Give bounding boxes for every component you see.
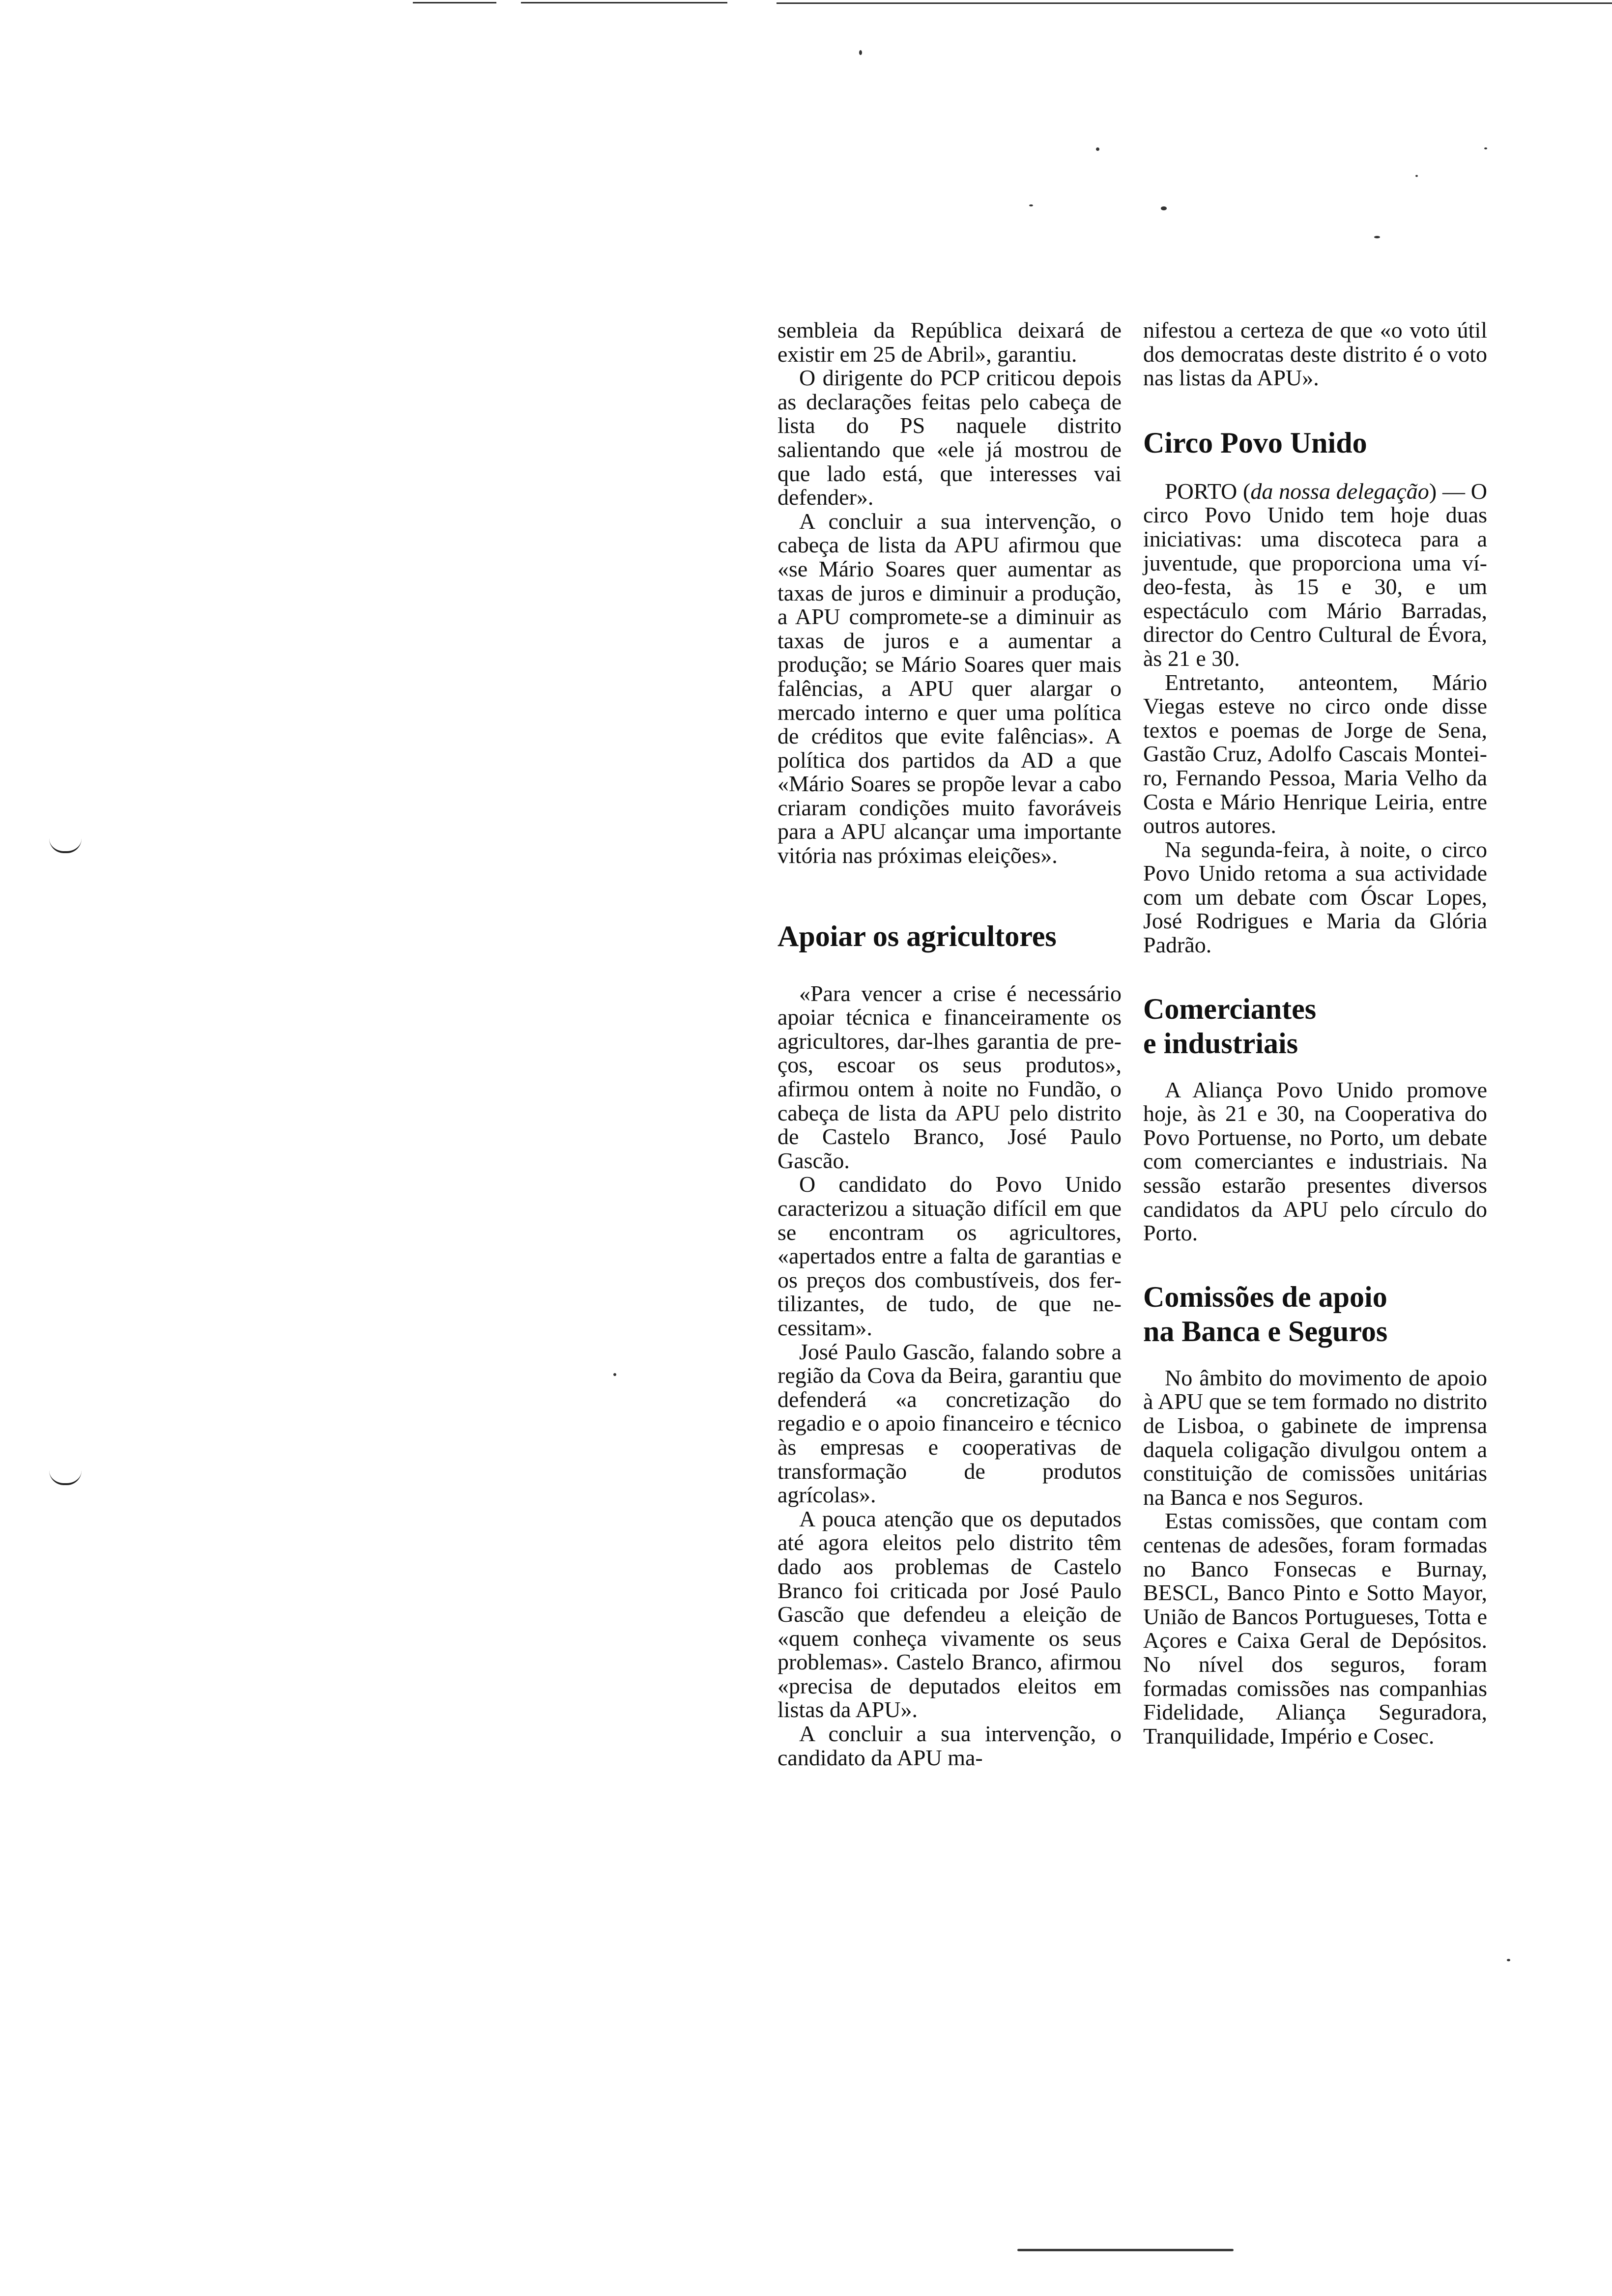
- article-paragraph: No âmbito do movimento de apoio à APU que se tem formado no distrito de Lisboa, o gabinete de imprensa daquela coligação divulgou ontem a constituição de comissões unitárias na Banca e nos Seguros.: [1143, 1365, 1487, 1510]
- top-scan-line-mid: [521, 2, 727, 3]
- section-heading-circo-povo-unido: Circo Povo Unido: [1143, 426, 1367, 459]
- scan-speck: [1161, 206, 1167, 210]
- scan-speck: [1507, 1959, 1510, 1961]
- article-paragraph: José Paulo Gascão, falando sobre a região da Cova da Beira, garantiu que defenderá «a concretização do regadio e o apoio financeiro e técnico às empresas e cooperativas de transformação de produtos agrícolas».: [777, 1339, 1122, 1508]
- article-paragraph: O candidato do Povo Unido caracterizou a situação difícil em que se encontram os agricultores, «apertados entre a falta de garantias e os preços dos combustíveis, dos fertilizantes, de tudo, de que necessitam».: [777, 1172, 1122, 1340]
- scan-speck: [1484, 147, 1487, 149]
- article-paragraph: A concluir a sua intervenção, o candidato da APU ma-: [777, 1721, 1122, 1770]
- article-paragraph: A Aliança Povo Unido promove hoje, às 21 e 30, na Cooperativa do Povo Portuense, no Porto, um debate com comerciantes e industriais. Na sessão estarão presentes diversos candidatos da APU pelo círculo do Porto.: [1143, 1077, 1487, 1246]
- article-paragraph: Estas comissões, que contam com centenas de adesões, foram formadas no Banco Fonsecas e Burnay, BESCL, Banco Pinto e Sotto Mayor, União de Bancos Portugueses, Totta e Açores e Caixa Geral de Depósitos. No nível dos seguros, foram formadas comissões nas companhias Fidelidade, Aliança Seguradora, Tranquilidade, Império e Cosec.: [1143, 1508, 1487, 1749]
- top-scan-line-right: [777, 2, 1612, 4]
- dateline-label: PORTO (: [1165, 478, 1251, 504]
- bottom-rule: [1017, 2249, 1234, 2251]
- scan-speck: [1415, 175, 1418, 177]
- section-heading-apoiar-agricultores: Apoiar os agricultores: [777, 919, 1057, 952]
- article-left-column: [777, 318, 1122, 1770]
- top-scan-line-left: [413, 2, 496, 3]
- section-heading-comissoes-apoio: Comissões de apoio na Banca e Seguros: [1143, 1280, 1388, 1348]
- dateline-paragraph: [1143, 480, 1487, 671]
- article-paragraph: «Para vencer a crise é necessário apoiar técnica e financeiramente os agricultores, dar-lhes garantia de preços, escoar os seus produtos», afirmou ontem à noite no Fundão, o cabeça de lista da APU pelo distrito de Castelo Branco, José Paulo Gascão.: [777, 980, 1122, 1173]
- article-right-column: [1143, 318, 1487, 1748]
- article-paragraph: nifestou a certeza de que «o voto útil dos democratas deste distrito é o voto nas listas da APU».: [1143, 317, 1487, 391]
- punch-hole-mark-upper: [49, 838, 82, 853]
- article-paragraph: sembleia da República deixará de existir em 25 de Abril», garantiu.: [777, 317, 1122, 367]
- dateline-body: ) — O circo Povo Unido tem hoje duas iniciativas: uma discoteca para a juventude, que proporciona uma vídeo-festa, às 15 e 30, e um espectáculo com Mário Barradas, director do Centro Cultural de Évora, às 21 e 30.: [1143, 478, 1487, 671]
- scan-speck: [1374, 236, 1380, 238]
- article-paragraph: A pouca atenção que os deputados até agora eleitos pelo distrito têm dado aos problemas de Castelo Branco foi criticada por José Paulo Gascão que defendeu a eleição de «quem conheça vivamente os seus problemas». Castelo Branco, afirmou «precisa de deputados eleitos em listas da APU».: [777, 1506, 1122, 1722]
- scan-speck: [1096, 147, 1099, 151]
- section-heading-comerciantes-industriais: Comerciantes e industriais: [1143, 992, 1317, 1060]
- dateline-source: da nossa delegação: [1250, 478, 1429, 504]
- article-paragraph: Na segunda-feira, à noite, o circo Povo Unido retoma a sua actividade com um debate com Óscar Lopes, José Rodrigues e Maria da Glória Padrão.: [1143, 836, 1487, 958]
- article-paragraph: A concluir a sua intervenção, o cabeça de lista da APU afirmou que «se Mário Soares quer aumentar as taxas de juros e diminuir a produção, a APU compromete-se a diminuir as taxas de juros e a aumentar a produção; se Mário Soares quer mais falências, a APU quer alargar o mercado interno e quer uma política de créditos que evite falências». A política dos partidos da AD a que «Mário Soares se propõe levar a cabo criaram condições muito favoráveis para a APU alcançar uma importante vitória nas próximas eleições».: [777, 508, 1122, 868]
- article-paragraph: O dirigente do PCP criticou depois as declarações feitas pelo cabeça de lista do PS naquele distrito salientando que «ele já mostrou de que lado está, que interesses vai defender».: [777, 365, 1122, 510]
- scan-speck: [1029, 204, 1033, 206]
- scan-speck: [613, 1373, 616, 1376]
- article-paragraph: Entretanto, anteontem, Mário Viegas esteve no circo onde disse textos e poemas de Jorge de Sena, Gastão Cruz, Adolfo Cascais Monteiro, Fernando Pessoa, Maria Velho da Costa e Mário Henrique Leiria, entre outros autores.: [1143, 669, 1487, 838]
- scan-speck: [859, 50, 862, 55]
- punch-hole-mark-lower: [49, 1470, 82, 1485]
